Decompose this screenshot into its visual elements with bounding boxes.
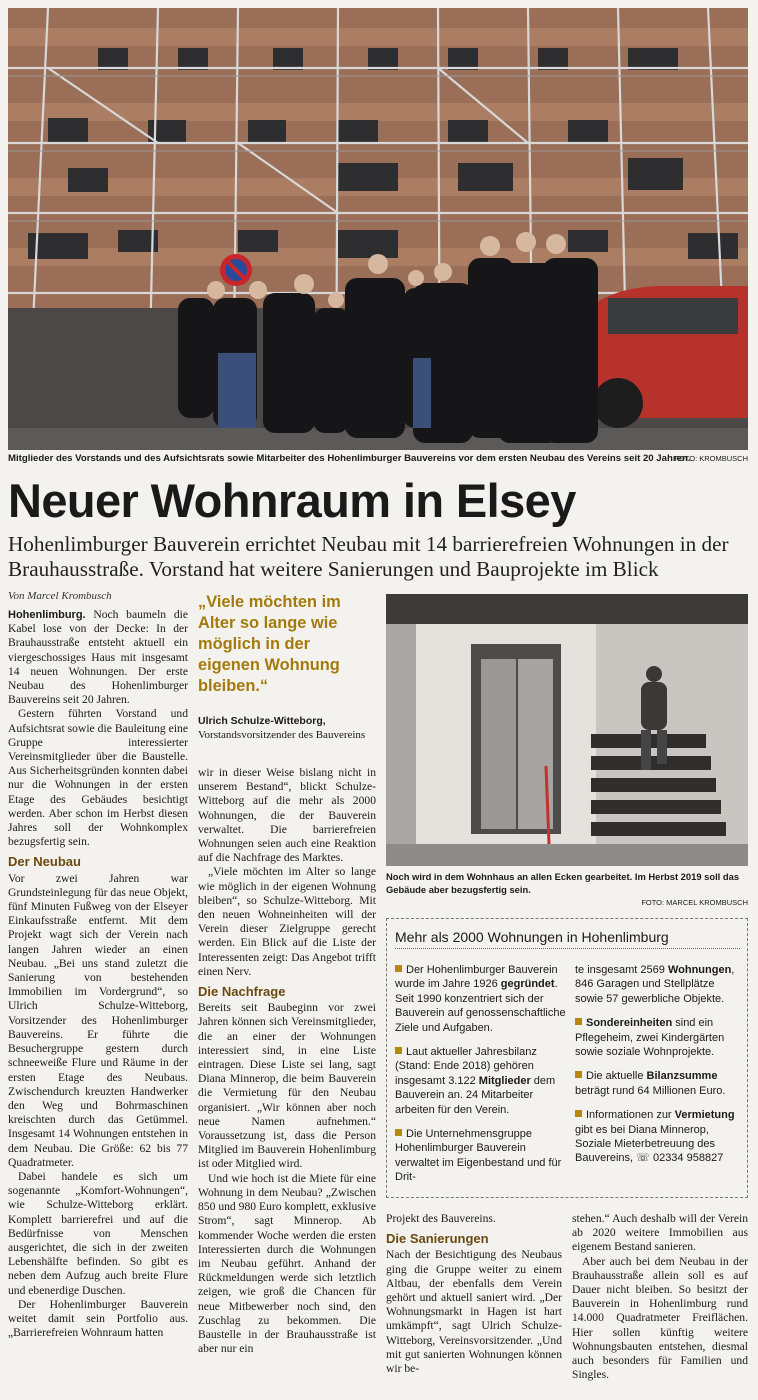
info-box-title: Mehr als 2000 Wohnungen in Hohenlimburg (395, 929, 740, 949)
bullet-square-icon (575, 1110, 582, 1117)
info-item (575, 1069, 741, 1098)
info-item (395, 1045, 567, 1117)
photo-caption (8, 452, 748, 465)
interior-photo (386, 594, 748, 866)
paragraph: Projekt des Bauvereins. (386, 1212, 496, 1225)
paragraph (8, 608, 188, 707)
info-box-column-right (575, 963, 741, 1176)
dateline: Hohenlimburg. (8, 609, 86, 621)
info-text: te insgesamt 2569 (575, 964, 668, 976)
info-text: dem Bauverein an. 24 Mitarbeiter arbeiten für den Verein. (395, 1074, 556, 1116)
info-box-column-left (395, 963, 567, 1195)
info-item (395, 963, 567, 1035)
paragraph: „Viele möchten im Alter so lange wie möglich in der eigenen Wohnung bleiben“, so Schulze-Witteborg. Mit den neuen Wohneinheiten will der Verein dieser Zielgruppe gerecht werden. Ein Blick auf die Liste der Interessenten zeigt: Das Angebot trifft einen Nerv. (198, 865, 376, 978)
info-text: Die aktuelle (586, 1070, 647, 1083)
info-highlight: gegründet (500, 978, 555, 991)
info-text: gibt es bei Diana Minnerop, Soziale Mieterbetreuung des Bauvereins, ☏ 02334 958827 (575, 1123, 724, 1165)
info-text: Der Hohenlimburger Bauverein wurde im Jahre 1926 (395, 964, 558, 991)
info-highlight: Vermietung (674, 1109, 735, 1122)
photo2-credit: FOTO: MARCEL KROMBUSCH (641, 898, 748, 907)
info-text: . Seit 1990 konzentriert sich der Bauverein auf genossenschaftliche Ziele und Aufgaben. (395, 978, 566, 1034)
section-heading-sanierungen: Die Sanierungen (386, 1231, 489, 1247)
photo-caption-text: Mitglieder des Vorstands und des Aufsichtsrats sowie Mitarbeiter des Hohenlimburger Bauvereins vor dem ersten Neubau des Vereins seit 20 Jahren. (8, 453, 691, 464)
quote-author-role: Vorstandsvorsitzender des Bauvereins (198, 729, 366, 741)
bullet-square-icon (395, 1129, 402, 1136)
paragraph: Und wie hoch ist die Miete für eine Wohnung in dem Neubau? „Zwischen 850 und 980 Euro komplett, exklusive Strom“, sagt Minnerop. Ab kommender Woche werden die ersten Interessierten durch die Wohnungen im Neubau geführt. Anhand der Rückmeldungen werde sich letztlich zeigen, wie groß die Chancen für neue Mitbewerber noch sind, den Zuschlag zu bekommen. Die Baustelle in der Brauhausstraße ist aber nur ein (198, 1171, 376, 1356)
info-text: , 846 Garagen und Stellplätze sowie 57 gewerbliche Objekte. (575, 964, 735, 1005)
info-item (575, 1108, 741, 1166)
paragraph: Vor zwei Jahren war Grundsteinlegung für das neue Objekt, fünf Minuten Fußweg von der Elseyer Einkaufsstraße entfernt. Mit dem Projekt wagt sich der Verein nach langen Jahren wieder an einen Neubau. „Bei uns stand zuletzt die Sanierung von bestehenden Immobilien im Vordergrund“, so Ulrich Schulze-Witteborg, Vorsitzender des Hohenlimburger Bauvereins. Er führte die Besuchergruppe gestern durch schneeweiße Flure und Räume in der ersten Etage des Neubaus. Zwischendurch kreuzten Handwerker den Weg und Bohrmaschinen kreischten durch das Getümmel. Insgesamt 14 Wohnungen entstehen in dem Neubau. Die Größe: 62 bis 77 Quadratmeter. (8, 871, 188, 1169)
info-item (575, 963, 741, 1006)
pull-quote: „Viele möchten im Alter so lange wie möglich in der eigenen Wohnung bleiben.“ (198, 593, 341, 695)
section-heading-neubau: Der Neubau (8, 854, 81, 870)
paragraph: Dabei handele es sich um sogenannte „Komfort-Wohnungen“, wie Schulze-Witteborg erklärt. Komplett barrierefrei und auf die Bedürfnisse von Menschen ausgerichtet, die sich in der zweiten Lebenshälfte befinden. So gibt es neben dem Aufzug auch breite Flure und ebenerdige Duschen. (8, 1169, 188, 1297)
info-item (395, 1127, 567, 1185)
bullet-square-icon (575, 1018, 582, 1025)
pull-quote-author (198, 714, 376, 742)
info-text: Laut aktueller Jahresbilanz (Stand: Ende 2018) gehören insgesamt 3.122 (395, 1046, 537, 1087)
info-item (575, 1016, 741, 1059)
byline: Von Marcel Krombusch (8, 590, 112, 602)
bullet-square-icon (575, 1071, 582, 1078)
bullet-square-icon (395, 965, 402, 972)
article-column-2 (198, 766, 376, 1356)
article-column-1 (8, 608, 188, 1398)
photo-credit: FOTO: KROMBUSCH (674, 454, 748, 463)
section-heading-nachfrage: Die Nachfrage (198, 984, 286, 1000)
photo2-caption-text: Noch wird in dem Wohnhaus an allen Ecken gearbeitet. Im Herbst 2019 soll das Gebäude aber bezugsfertig sein. (386, 871, 740, 895)
info-highlight: Bilanzsumme (646, 1070, 718, 1083)
info-text: Die Unternehmensgruppe Hohenlimburger Bauverein verwaltet im Eigenbestand und für Drit- (395, 1128, 562, 1184)
stairwell-illustration (386, 594, 748, 866)
group-photo (8, 8, 748, 450)
info-highlight: Sondereinheiten (586, 1017, 673, 1030)
info-highlight: Mitglieder (478, 1074, 531, 1087)
paragraph: Der Hohenlimburger Bauverein weitet damit sein Portfolio aus. „Barrierefreien Wohnraum hatten (8, 1297, 188, 1340)
paragraph-text: Noch baumeln die Kabel lose von der Decke: In der Brauhausstraße entsteht aktuell ein viergeschossiges Haus mit insgesamt 14 neuen Wohnungen. Der erste Neubau des Hohenlimburger Bauvereins seit 20 Jahren. (8, 608, 188, 707)
paragraph: Bereits seit Baubeginn vor zwei Jahren können sich Vereinsmitglieder, die an einer der Wohnungen interessiert sind, in eine Liste eintragen. Diese Liste sei lang, sagt Diana Minnerop, die beim Bauverein die Vermietung für den Neubau organisiert. „Wir können aber noch neue Namen aufnehmen.“ Voraussetzung ist, dass die Person Mitglied im Bauverein Hohenlimburg ist oder Mitglied wird. (198, 1001, 376, 1171)
quote-author-name: Ulrich Schulze-Witteborg, (198, 715, 326, 727)
article-column-3 (386, 1212, 562, 1398)
paragraph: wir in dieser Weise bislang nicht in unserem Bestand“, blickt Schulze-Witteborg auf die mehr als 2000 Wohnungen, die der Bauverein verwaltet. Die barrierefreien Wohnungen seien auch eine Reaktion auf die Nachfrage des Marktes. (198, 766, 376, 865)
scaffold-building-illustration (8, 8, 748, 450)
info-highlight: Wohnungen (667, 964, 732, 976)
bullet-square-icon (395, 1047, 402, 1054)
paragraph: Aber auch bei dem Neubau in der Brauhausstraße allein soll es auf Dauer nicht bleiben. So besitzt der Bauverein in Hohenlimburg rund 14.000 Quadratmeter Freiflächen. Hier sollen künftig weitere Wohnungsbauten entstehen, diesmal auch besonders für Familien und Singles. (572, 1254, 748, 1382)
info-text: sind ein Pflegeheim, zwei Kindergärten sowie soziale Wohnprojekte. (575, 1017, 725, 1059)
paragraph: stehen.“ Auch deshalb will der Verein ab 2020 weitere Immobilien aus eigenem Bestand sanieren. (572, 1212, 748, 1254)
headline: Neuer Wohnraum in Elsey (8, 474, 576, 527)
info-text: beträgt rund 64 Millionen Euro. (575, 1084, 726, 1097)
info-text: Informationen zur (586, 1109, 675, 1122)
subheadline: Hohenlimburger Bauverein errichtet Neubau mit 14 barrierefreien Wohnungen in der Brauhausstraße. Vorstand hat weitere Sanierungen und Bauprojekte im Blick (8, 532, 729, 581)
paragraph: Nach der Besichtigung des Neubaus ging die Gruppe weiter zu einem Altbau, der ebenfalls dem Verein gehört und aktuell saniert wird. „Der Wohnungsmarkt in Hagen ist hart umkämpft“, sagt Ulrich Schulze-Witteborg, Vereinsvorsitzender. „Und mit gut sanierten Wohnungen können wir be- (386, 1248, 562, 1376)
article-column-4 (572, 1212, 748, 1398)
info-box (386, 918, 748, 1198)
photo2-caption (386, 870, 748, 909)
paragraph: Gestern führten Vorstand und Aufsichtsrat sowie die Bauleitung eine Gruppe interessierter Vereinsmitglieder über die Baustelle. Aus Sicherheitsgründen konnten dabei nur die Wohnungen in der ersten Etage des Gebäudes besichtigt werden. Aber schon im Herbst diesen Jahres soll der Wohnkomplex bezugsfertig sein. (8, 707, 188, 849)
